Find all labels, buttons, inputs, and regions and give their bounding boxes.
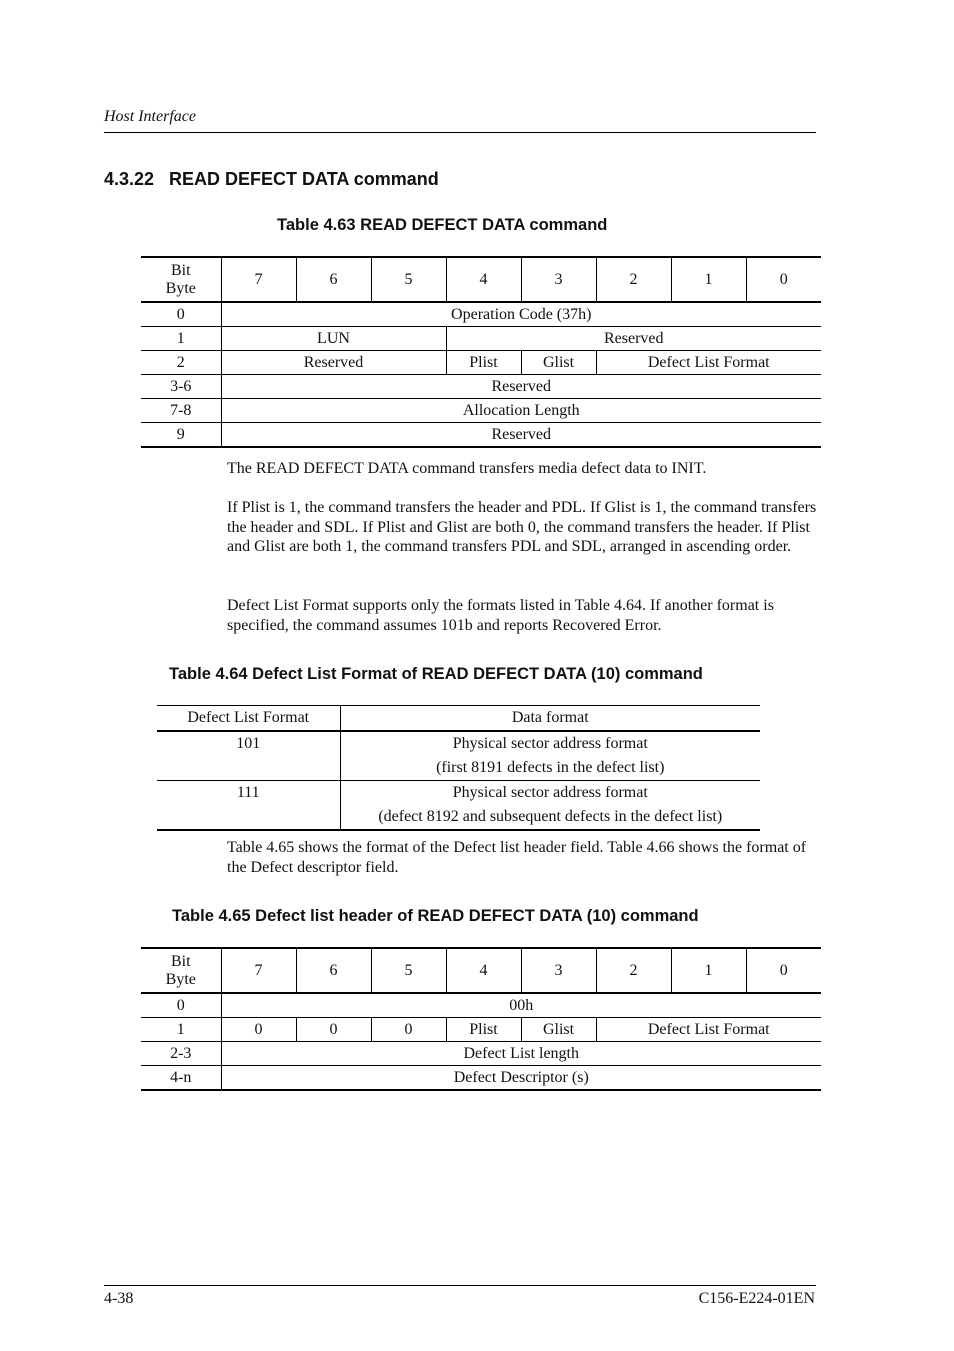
reserved-field: Reserved [221, 423, 821, 448]
paragraph-table-references: Table 4.65 shows the format of the Defect list header field. Table 4.66 shows the format of the Defect descriptor field. [227, 839, 807, 876]
header-byte-field: 00h [221, 993, 821, 1018]
bit-7-header: 7 [221, 948, 296, 993]
bit-byte-label [141, 948, 221, 993]
reserved-field: Reserved [221, 351, 446, 375]
data-format-cell [340, 731, 760, 781]
allocation-length-field: Allocation Length [221, 399, 821, 423]
plist-field: Plist [446, 351, 521, 375]
bit-4-header: 4 [446, 948, 521, 993]
glist-field: Glist [521, 1018, 596, 1042]
format-code: 111 [157, 781, 340, 831]
bit-6-header: 6 [296, 948, 371, 993]
byte-index: 2 [141, 351, 221, 375]
document-code: C156-E224-01EN [698, 1290, 815, 1307]
bit-7-header: 7 [221, 257, 296, 302]
byte-index: 7-8 [141, 399, 221, 423]
bit-3-header: 3 [521, 948, 596, 993]
defect-list-format-field: Defect List Format [596, 351, 821, 375]
byte-index: 1 [141, 327, 221, 351]
byte-index: 4-n [141, 1066, 221, 1091]
data-format-note: (first 8191 defects in the defect list) [436, 759, 665, 776]
bit-0-header: 0 [746, 948, 821, 993]
defect-list-format-field: Defect List Format [596, 1018, 821, 1042]
lun-field: LUN [221, 327, 446, 351]
byte-index: 3-6 [141, 375, 221, 399]
bit-6-value: 0 [296, 1018, 371, 1042]
bit-label: Bit [170, 952, 191, 970]
section-title: 4.3.22 READ DEFECT DATA command [104, 169, 439, 189]
byte-index: 9 [141, 423, 221, 448]
reserved-field: Reserved [221, 375, 821, 399]
paragraph-intro: The READ DEFECT DATA command transfers media defect data to INIT. [227, 460, 707, 477]
column-header: Defect List Format [157, 706, 340, 732]
footer-rule [104, 1285, 816, 1286]
byte-index: 0 [141, 302, 221, 327]
byte-index: 1 [141, 1018, 221, 1042]
bit-5-value: 0 [371, 1018, 446, 1042]
byte-index: 2-3 [141, 1042, 221, 1066]
table-63-caption: Table 4.63 READ DEFECT DATA command [277, 216, 608, 234]
defect-descriptor-field: Defect Descriptor (s) [221, 1066, 821, 1091]
bit-5-header: 5 [371, 257, 446, 302]
table-64-caption: Table 4.64 Defect List Format of READ DEFECT DATA (10) command [169, 665, 703, 683]
table-65-caption: Table 4.65 Defect list header of READ DEFECT DATA (10) command [172, 907, 699, 925]
bit-3-header: 3 [521, 257, 596, 302]
running-header: Host Interface [104, 108, 196, 125]
column-header: Data format [340, 706, 760, 732]
glist-field: Glist [521, 351, 596, 375]
table-64 [157, 705, 760, 831]
bit-label: Bit [170, 261, 191, 279]
paragraph-defect-list-format: Defect List Format supports only the formats listed in Table 4.64. If another format is specified, the command assumes 101b and reports Recovered Error. [227, 597, 774, 634]
byte-label: Byte [165, 279, 196, 297]
bit-6-header: 6 [296, 257, 371, 302]
bit-0-header: 0 [746, 257, 821, 302]
data-format-cell [340, 781, 760, 831]
bit-2-header: 2 [596, 948, 671, 993]
bit-7-value: 0 [221, 1018, 296, 1042]
bit-2-header: 2 [596, 257, 671, 302]
data-format-note: (defect 8192 and subsequent defects in the defect list) [378, 808, 723, 825]
table-63 [141, 256, 821, 448]
bit-byte-label [141, 257, 221, 302]
bit-4-header: 4 [446, 257, 521, 302]
bit-1-header: 1 [671, 257, 746, 302]
bit-5-header: 5 [371, 948, 446, 993]
table-65 [141, 947, 821, 1091]
plist-field: Plist [446, 1018, 521, 1042]
defect-list-length-field: Defect List length [221, 1042, 821, 1066]
page-number: 4-38 [104, 1290, 134, 1307]
header-rule [104, 132, 816, 133]
paragraph-plist-glist: If Plist is 1, the command transfers the header and PDL. If Glist is 1, the command transfers the header and SDL. If Plist and Glist are both 0, the command transfers the header. If Plist and Glist are both 1, the command transfers PDL and SDL, arranged in ascending order. [227, 499, 817, 556]
byte-label: Byte [165, 970, 196, 988]
data-format-line: Physical sector address format [452, 784, 648, 801]
reserved-field: Reserved [446, 327, 821, 351]
operation-code-field: Operation Code (37h) [221, 302, 821, 327]
byte-index: 0 [141, 993, 221, 1018]
format-code: 101 [157, 731, 340, 781]
bit-1-header: 1 [671, 948, 746, 993]
data-format-line: Physical sector address format [452, 735, 648, 752]
